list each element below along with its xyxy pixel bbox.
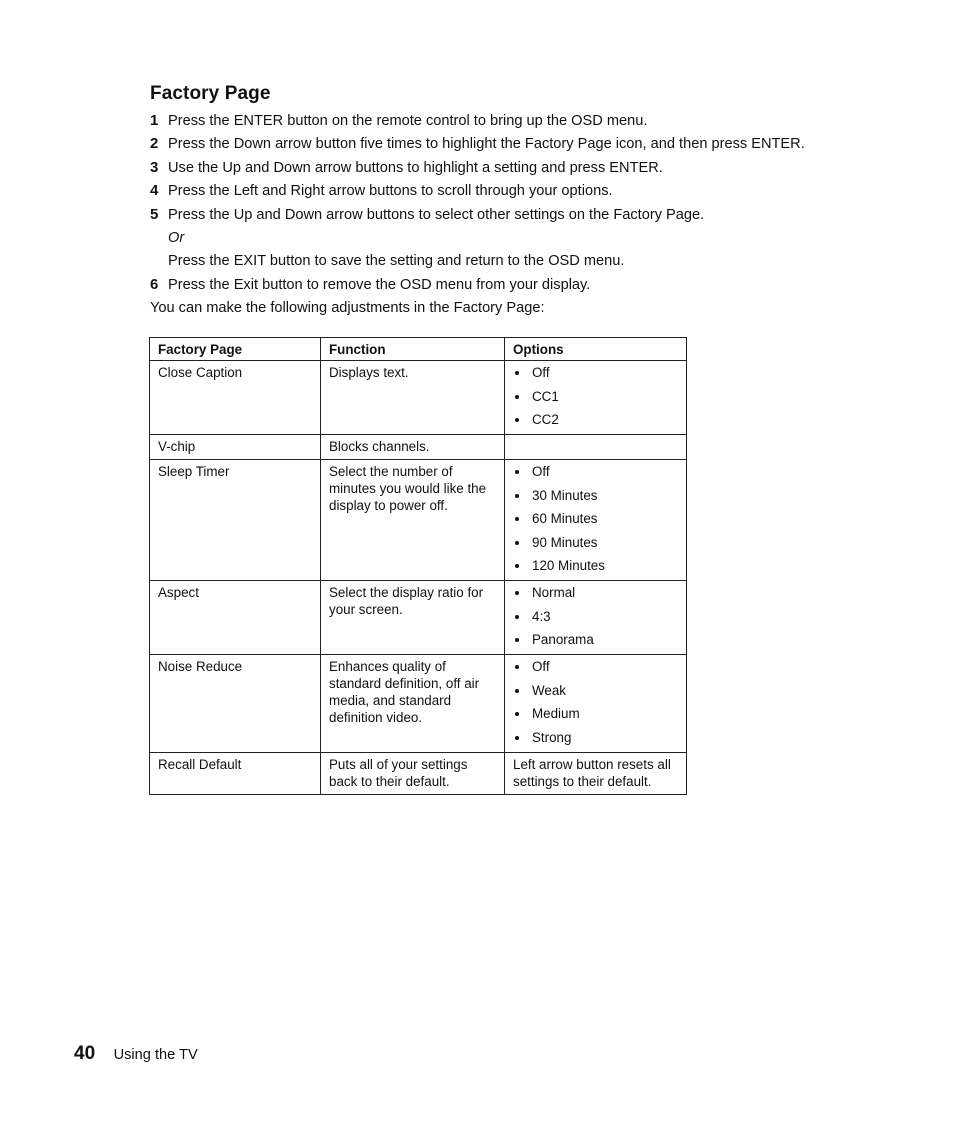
options-cell xyxy=(505,460,687,581)
option-item: Off xyxy=(513,364,679,388)
step-5-or xyxy=(150,228,870,251)
function-cell: Displays text. xyxy=(321,361,505,435)
setting-cell: Noise Reduce xyxy=(150,655,321,753)
options-list xyxy=(513,584,679,650)
step-number: 2 xyxy=(150,135,159,153)
table-header-row xyxy=(150,338,687,361)
table-row xyxy=(150,460,687,581)
step-4 xyxy=(150,181,870,204)
options-list xyxy=(513,658,679,748)
option-item: Panorama xyxy=(513,631,679,650)
options-cell xyxy=(505,361,687,435)
options-list xyxy=(513,364,679,430)
step-number: 4 xyxy=(150,182,159,200)
setting-cell: Recall Default xyxy=(150,752,321,794)
options-cell: Left arrow button resets all settings to their default. xyxy=(505,752,687,794)
table-row xyxy=(150,752,687,794)
setting-cell: Close Caption xyxy=(150,361,321,435)
table-row xyxy=(150,361,687,435)
option-item: 120 Minutes xyxy=(513,557,679,576)
step-6 xyxy=(150,275,870,298)
factory-settings-table xyxy=(149,337,687,795)
step-text: Press the Left and Right arrow buttons to scroll through your options. xyxy=(168,183,613,200)
table-row xyxy=(150,581,687,655)
header-options: Options xyxy=(505,338,687,361)
option-item: 60 Minutes xyxy=(513,510,679,534)
step-number: 6 xyxy=(150,275,159,293)
section-title: Factory Page xyxy=(150,83,271,104)
step-number: 1 xyxy=(150,112,159,129)
option-item: 4:3 xyxy=(513,608,679,632)
setting-cell: Aspect xyxy=(150,581,321,655)
table-intro: You can make the following adjustments in the Factory Page: xyxy=(150,300,545,316)
step-text: Press the ENTER button on the remote control to bring up the OSD menu. xyxy=(168,113,648,129)
option-item: CC2 xyxy=(513,411,679,430)
options-cell xyxy=(505,655,687,753)
options-list xyxy=(513,463,679,576)
header-function: Function xyxy=(321,338,505,361)
step-5 xyxy=(150,205,870,228)
table-row xyxy=(150,655,687,753)
options-cell xyxy=(505,435,687,460)
step-1 xyxy=(150,111,870,134)
header-factory-page: Factory Page xyxy=(150,338,321,361)
page-number: 40 xyxy=(74,1043,96,1064)
function-cell: Enhances quality of standard definition, off air media, and standard definition video. xyxy=(321,655,505,753)
option-item: Normal xyxy=(513,584,679,608)
table-row xyxy=(150,435,687,460)
step-alt-text: Press the EXIT button to save the setting and return to the OSD menu. xyxy=(168,253,625,270)
option-item: Weak xyxy=(513,682,679,706)
step-text: Press the Exit button to remove the OSD menu from your display. xyxy=(168,276,591,293)
function-cell: Blocks channels. xyxy=(321,435,505,460)
section-name: Using the TV xyxy=(113,1047,198,1063)
step-text: Press the Up and Down arrow buttons to select other settings on the Factory Page. xyxy=(168,206,705,223)
function-cell: Puts all of your settings back to their default. xyxy=(321,752,505,794)
step-text: Use the Up and Down arrow buttons to highlight a setting and press ENTER. xyxy=(168,159,663,176)
option-item: Off xyxy=(513,658,679,682)
step-5-alt xyxy=(150,251,870,274)
page-footer xyxy=(74,1043,198,1065)
option-item: 90 Minutes xyxy=(513,534,679,558)
setting-cell: V-chip xyxy=(150,435,321,460)
function-cell: Select the display ratio for your screen. xyxy=(321,581,505,655)
step-3 xyxy=(150,158,870,181)
function-cell: Select the number of minutes you would like the display to power off. xyxy=(321,460,505,581)
step-2 xyxy=(150,134,870,157)
instruction-steps xyxy=(150,111,870,298)
step-number: 5 xyxy=(150,205,159,223)
option-item: 30 Minutes xyxy=(513,487,679,511)
option-item: Strong xyxy=(513,729,679,748)
setting-cell: Sleep Timer xyxy=(150,460,321,581)
option-item: Medium xyxy=(513,705,679,729)
options-cell xyxy=(505,581,687,655)
option-item: Off xyxy=(513,463,679,487)
step-text: Press the Down arrow button five times to highlight the Factory Page icon, and then press ENTER. xyxy=(168,136,805,153)
step-number: 3 xyxy=(150,158,159,176)
step-or-label: Or xyxy=(168,229,185,246)
option-item: CC1 xyxy=(513,388,679,412)
